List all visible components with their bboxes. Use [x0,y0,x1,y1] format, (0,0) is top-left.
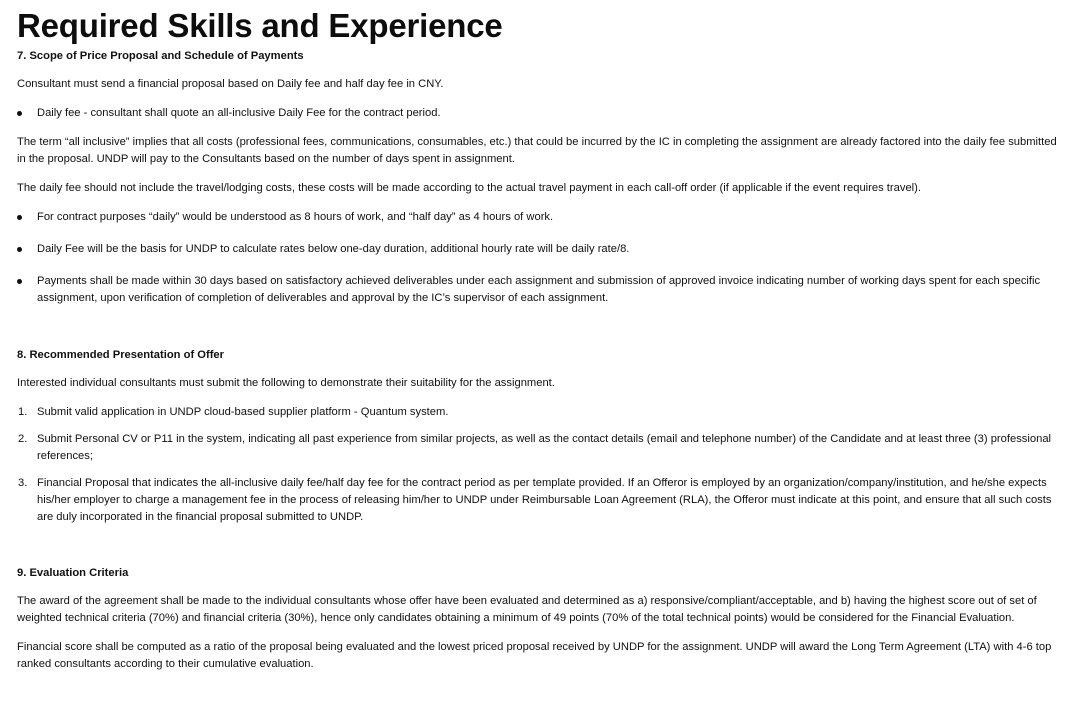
page-title: Required Skills and Experience [17,7,503,44]
list-item [17,241,1062,258]
list-item [17,105,1062,122]
section-8 [17,347,1062,526]
bullet-icon [17,111,22,116]
numbered-item-text: Financial Proposal that indicates the all-inclusive daily fee/half day fee for the contract period as per template provided. If an Offeror is employed by an organization/company/institution, and he/she expects his/her employer to charge a management fee in the process of releasing him/her to UNDP under Reimbursable Loan Agreement (RLA), the Offeror must indicate at this point, and ensure that all such costs are duly incorporated in the financial proposal submitted to UNDP. [37,477,1052,523]
section-7-intro: Consultant must send a financial proposal based on Daily fee and half day fee in CNY. [17,78,444,90]
section-9-heading: 9. Evaluation Criteria [17,567,129,579]
section-9-financial-score-paragraph: Financial score shall be computed as a ratio of the proposal being evaluated and the lowest priced proposal received by UNDP for the assignment. UNDP will award the Long Term Agreement (LTA) with 4-6 top ranked consultants according to their cumulative evaluation. [17,641,1052,670]
list-item-text: For contract purposes “daily” would be understood as 8 hours of work, and “half day” as 4 hours of work. [37,211,554,223]
bullet-icon [17,247,22,252]
bullet-icon [17,279,22,284]
numbered-item [17,475,1062,526]
section-7-fee-list [17,105,1062,122]
section-9 [17,565,1062,673]
list-item-text: Payments shall be made within 30 days based on satisfactory achieved deliverables under each assignment and submission of approved invoice indicating number of working days spent for each specific assignment, upon verification of completion of deliverables and approval by the IC’s supervisor of each assignment. [37,275,1041,304]
item-number: 2. [18,433,28,445]
section-7-all-inclusive-paragraph: The term “all inclusive” implies that all costs (professional fees, communications, consumables, etc.) that could be incurred by the IC in completing the assignment are already factored into the daily fee submitted in the proposal. UNDP will pay to the Consultants based on the number of days spent in assignment. [17,136,1057,165]
numbered-item [17,431,1062,465]
section-7-travel-paragraph: The daily fee should not include the travel/lodging costs, these costs will be made according to the actual travel payment in each call-off order (if applicable if the event requires travel). [17,182,921,194]
section-7-heading: 7. Scope of Price Proposal and Schedule of Payments [17,50,304,62]
section-7 [17,48,1062,307]
numbered-item [17,404,1062,421]
item-number: 3. [18,477,28,489]
section-8-heading: 8. Recommended Presentation of Offer [17,349,225,361]
section-9-award-paragraph: The award of the agreement shall be made to the individual consultants whose offer have been evaluated and determined as a) responsive/compliant/acceptable, and b) having the highest score out of set of weighted technical criteria (70%) and financial criteria (30%), hence only candidates obtaining a minimum of 49 points (70% of the total technical points) would be considered for the Financial Evaluation. [17,595,1037,624]
section-8-numbered-list [17,404,1062,526]
list-item [17,209,1062,226]
list-item-text: Daily fee - consultant shall quote an all-inclusive Daily Fee for the contract period. [37,107,441,119]
section-8-intro: Interested individual consultants must submit the following to demonstrate their suitability for the assignment. [17,377,555,389]
section-7-terms-list [17,209,1062,307]
bullet-icon [17,215,22,220]
list-item [17,273,1062,307]
numbered-item-text: Submit valid application in UNDP cloud-based supplier platform - Quantum system. [37,406,449,418]
list-item-text: Daily Fee will be the basis for UNDP to calculate rates below one-day duration, additional hourly rate will be daily rate/8. [37,243,630,255]
numbered-item-text: Submit Personal CV or P11 in the system, indicating all past experience from similar projects, as well as the contact details (email and telephone number) of the Candidate and at least three (3) professional references; [37,433,1052,462]
item-number: 1. [18,406,28,418]
